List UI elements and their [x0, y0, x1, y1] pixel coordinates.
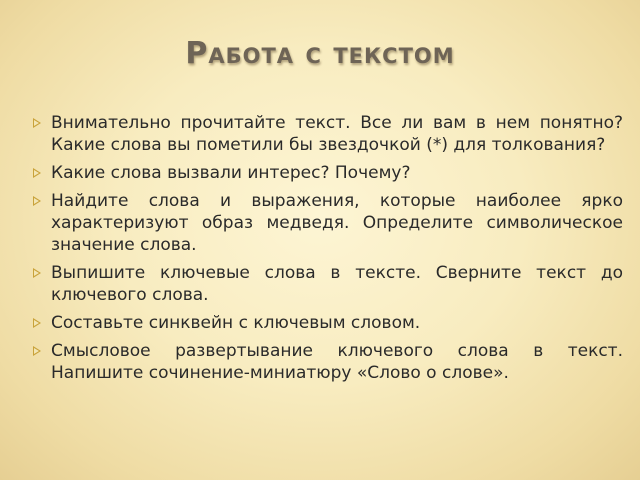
bullet-icon	[33, 268, 41, 278]
list-item	[33, 190, 623, 256]
list-item-text: Составьте синквейн с ключевым словом.	[51, 313, 421, 333]
list-item	[33, 340, 623, 384]
bullet-icon	[33, 168, 41, 178]
list-item	[33, 312, 623, 334]
list-item-text: Найдите слова и выражения, которые наиболее ярко характеризуют образ медведя. Определите символическое значение слова.	[51, 191, 623, 255]
bullet-icon	[33, 118, 41, 128]
list-item	[33, 162, 623, 184]
list-item-text: Внимательно прочитайте текст. Все ли вам в нем понятно? Какие слова вы пометили бы звездочкой (*) для толкования?	[51, 113, 623, 155]
task-list	[33, 112, 623, 390]
slide-title: Работа с текстом	[185, 36, 455, 71]
bullet-icon	[33, 346, 41, 356]
list-item-text: Выпишите ключевые слова в тексте. Сверните текст до ключевого слова.	[51, 263, 623, 305]
list-item-text: Какие слова вызвали интерес? Почему?	[51, 163, 411, 183]
list-item-text: Смысловое развертывание ключевого слова в текст. Напишите сочинение-миниатюру «Слово о слове».	[51, 341, 623, 383]
bullet-icon	[33, 318, 41, 328]
list-item	[33, 262, 623, 306]
list-item	[33, 112, 623, 156]
bullet-icon	[33, 196, 41, 206]
